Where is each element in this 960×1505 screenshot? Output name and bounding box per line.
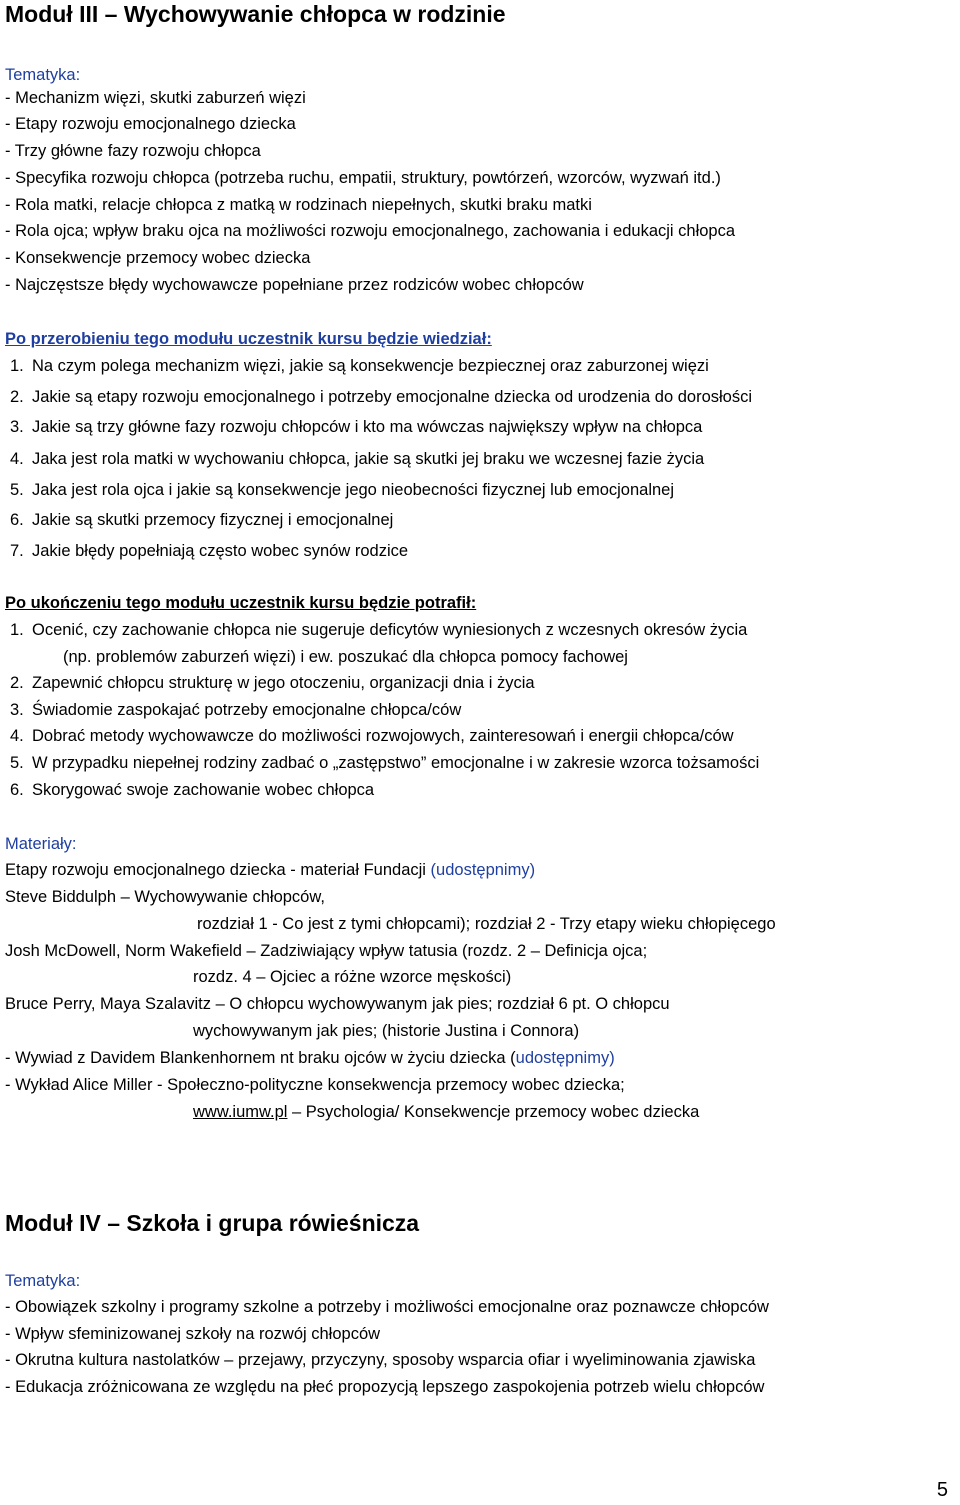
module3-topic: - Konsekwencje przemocy wobec dziecka: [5, 249, 311, 267]
material-item: Etapy rozwoju emocjonalnego dziecka - materiał Fundacji (udostępnimy): [5, 861, 536, 879]
material-item-continuation: www.iumw.pl – Psychologia/ Konsekwencje przemocy wobec dziecka: [193, 1103, 700, 1121]
material-item-continuation: wychowywanym jak pies; (historie Justina i Connora): [193, 1022, 580, 1040]
knowledge-item: 1. Na czym polega mechanizm więzi, jakie są konsekwencje bezpiecznej oraz zaburzonej więzi: [10, 357, 709, 375]
module3-topic: - Najczęstsze błędy wychowawcze popełniane przez rodziców wobec chłopców: [5, 276, 584, 294]
module3-topic: - Specyfika rozwoju chłopca (potrzeba ruchu, empatii, struktury, powtórzeń, wzorców, wyzwań itd.): [5, 169, 721, 187]
module3-materials-label: Materiały:: [5, 835, 77, 853]
knowledge-item: 5. Jaka jest rola ojca i jakie są konsekwencje jego nieobecności fizycznej lub emocjonalnej: [10, 481, 675, 499]
material-item: Steve Biddulph – Wychowywanie chłopców,: [5, 888, 325, 906]
skill-item: 1. Ocenić, czy zachowanie chłopca nie sugeruje deficytów wyniesionych z wczesnych okresów życia: [10, 621, 748, 639]
module3-topic: - Rola ojca; wpływ braku ojca na możliwości rozwoju emocjonalnego, zachowania i edukacji chłopca: [5, 222, 736, 240]
module4-topic: - Obowiązek szkolny i programy szkolne a potrzeby i możliwości emocjonalne oraz poznawcze chłopców: [5, 1298, 769, 1316]
skill-item: 3. Świadomie zaspokajać potrzeby emocjonalne chłopca/ców: [10, 701, 462, 719]
material-item: - Wykład Alice Miller - Społeczno-polityczne konsekwencja przemocy wobec dziecka;: [5, 1076, 625, 1094]
skill-item: 5. W przypadku niepełnej rodziny zadbać o „zastępstwo” emocjonalne i w zakresie wzorca tożsamości: [10, 754, 760, 772]
module4-title: Moduł IV – Szkoła i grupa rówieśnicza: [5, 1210, 420, 1236]
knowledge-item: 4. Jaka jest rola matki w wychowaniu chłopca, jakie są skutki jej braku we wczesnej fazie życia: [10, 450, 705, 468]
material-item: Josh McDowell, Norm Wakefield – Zadziwiający wpływ tatusia (rozdz. 2 – Definicja ojca;: [5, 942, 648, 960]
material-item-continuation: rozdział 1 - Co jest z tymi chłopcami); rozdział 2 - Trzy etapy wieku chłopięcego: [197, 915, 776, 933]
material-item: - Wywiad z Davidem Blankenhornem nt braku ojców w życiu dziecka (udostępnimy): [5, 1049, 615, 1067]
material-link[interactable]: (udostępnimy): [430, 861, 536, 879]
material-item: Bruce Perry, Maya Szalavitz – O chłopcu wychowywanym jak pies; rozdział 6 pt. O chłopcu: [5, 995, 670, 1013]
module3-knowledge-label: Po przerobieniu tego modułu uczestnik kursu będzie wiedział:: [5, 330, 492, 348]
material-link[interactable]: udostępnimy): [515, 1049, 615, 1067]
module3-skills-label: Po ukończeniu tego modułu uczestnik kursu będzie potrafił:: [5, 594, 477, 612]
module3-topic: - Trzy główne fazy rozwoju chłopca: [5, 142, 261, 160]
skill-item: 4. Dobrać metody wychowawcze do możliwości rozwojowych, zainteresowań i energii chłopca/ców: [10, 727, 734, 745]
iumw-link[interactable]: www.iumw.pl: [193, 1103, 288, 1121]
module4-topics-label: Tematyka:: [5, 1272, 81, 1290]
knowledge-item: 2. Jakie są etapy rozwoju emocjonalnego i potrzeby emocjonalne dziecka od urodzenia do dorosłości: [10, 388, 753, 406]
skill-item: 2. Zapewnić chłopcu strukturę w jego otoczeniu, organizacji dnia i życia: [10, 674, 535, 692]
skill-item: 6. Skorygować swoje zachowanie wobec chłopca: [10, 781, 375, 799]
material-item-continuation: rozdz. 4 – Ojciec a różne wzorce męskości): [193, 968, 512, 986]
module3-topics-label: Tematyka:: [5, 66, 81, 84]
module3-topic: - Rola matki, relacje chłopca z matką w rodzinach niepełnych, skutki braku matki: [5, 196, 592, 214]
module3-title: Moduł III – Wychowywanie chłopca w rodzinie: [5, 1, 506, 27]
knowledge-item: 7. Jakie błędy popełniają często wobec synów rodzice: [10, 542, 409, 560]
module4-topic: - Edukacja zróżnicowana ze względu na płeć propozycją lepszego zaspokojenia potrzeb wielu chłopców: [5, 1378, 765, 1396]
module3-topic: - Mechanizm więzi, skutki zaburzeń więzi: [5, 89, 306, 107]
module4-topic: - Wpływ sfeminizowanej szkoły na rozwój chłopców: [5, 1325, 381, 1343]
skill-item-continuation: (np. problemów zaburzeń więzi) i ew. poszukać dla chłopca pomocy fachowej: [63, 648, 628, 666]
module3-topic: - Etapy rozwoju emocjonalnego dziecka: [5, 115, 296, 133]
module4-topic: - Okrutna kultura nastolatków – przejawy, przyczyny, sposoby wsparcia ofiar i wyeliminowania zjawiska: [5, 1351, 756, 1369]
knowledge-item: 3. Jakie są trzy główne fazy rozwoju chłopców i kto ma wówczas największy wpływ na chłopca: [10, 418, 703, 436]
page-number: 5: [936, 1479, 948, 1501]
knowledge-item: 6. Jakie są skutki przemocy fizycznej i emocjonalnej: [10, 511, 394, 529]
